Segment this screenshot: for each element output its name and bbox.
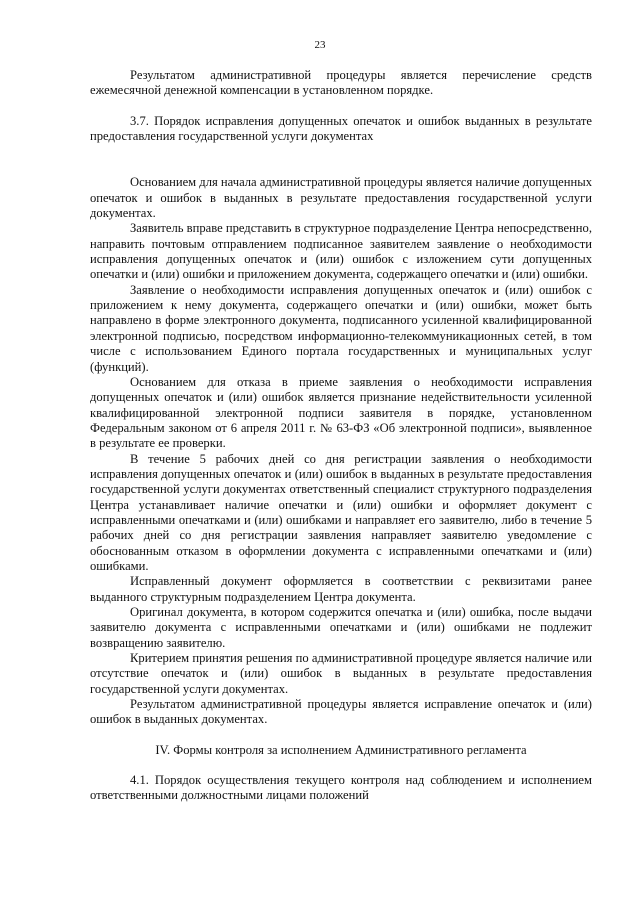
paragraph-result-compensation: Результатом административной процедуры является перечисление средств ежемесячной денежной компенсации в установленном порядке. [90,68,592,98]
paragraph-five-days: В течение 5 рабочих дней со дня регистрации заявления о необходимости исправления допущенных опечаток и (или) ошибок в выданных в результате предоставления государственной услуги документах ответственный специалист структурного подразделения Центра устанавливает наличие опечатки и (или) ошибки и оформляет документ с исправленными опечатками и (или) ошибками и направляет его заявителю, либо в течение 5 рабочих дней со дня регистрации заявления направляет заявителю уведомление с обоснованным отказом в оформлении документа с исправленными опечатками и (или) ошибками. [90,451,592,573]
paragraph-result-correction: Результатом административной процедуры является исправление опечаток и (или) ошибок в выданных документах. [90,697,592,727]
section-heading-4-1: 4.1. Порядок осуществления текущего контроля над соблюдением и исполнением ответственными должностными лицами положений [90,773,592,803]
page-number: 23 [314,39,326,51]
paragraph-corrected-document: Исправленный документ оформляется в соответствии с реквизитами ранее выданного структурным подразделением Центра документа. [90,574,592,604]
paragraph-refusal-basis: Основанием для отказа в приеме заявления о необходимости исправления допущенных опечаток и (или) ошибок является признание недействительности усиленной квалифицированной электронной подписи заявителя в порядке, установленном Федеральным законом от 6 апреля 2011 г. № 63-ФЗ «Об электронной подписи», выявленное в результате ее проверки. [90,374,592,451]
paragraph-applicant-right: Заявитель вправе представить в структурное подразделение Центра непосредственно, направить почтовым отправлением подписанное заявителем заявление о необходимости исправления допущенных опечаток и (или) ошибок с изложением сути допущенных опечатки и (или) ошибки и приложением документа, содержащего опечатки и (или) ошибки. [90,221,592,282]
chapter-heading-iv: IV. Формы контроля за исполнением Административного регламента [155,742,527,757]
paragraph-electronic-application: Заявление о необходимости исправления допущенных опечаток и (или) ошибок с приложением к нему документа, содержащего опечатки и (или) ошибки, может быть направлено в форме электронного документа, подписанного усиленной квалифицированной электронной подписью, посредством информационно-телекоммуникационных сетей, в том числе с использованием Единого портала государственных и муниципальных услуг (функций). [90,282,592,374]
paragraph-original-document: Оригинал документа, в котором содержится опечатка и (или) ошибка, после выдачи заявителю документа с исправленными опечатками и (или) ошибками не подлежит возвращению заявителю. [90,605,592,650]
paragraph-basis: Основанием для начала административной процедуры является наличие допущенных опечаток и ошибок в выданных в результате предоставления государственной услуги документах. [90,175,592,221]
paragraph-decision-criterion: Критерием принятия решения по административной процедуре является наличие или отсутствие опечаток и (или) ошибок в выданных в результате предоставления государственной услуги документах. [90,651,592,696]
section-heading-3-7: 3.7. Порядок исправления допущенных опечаток и ошибок выданных в результате предоставления государственной услуги документах [90,113,592,144]
document-body [90,68,592,804]
